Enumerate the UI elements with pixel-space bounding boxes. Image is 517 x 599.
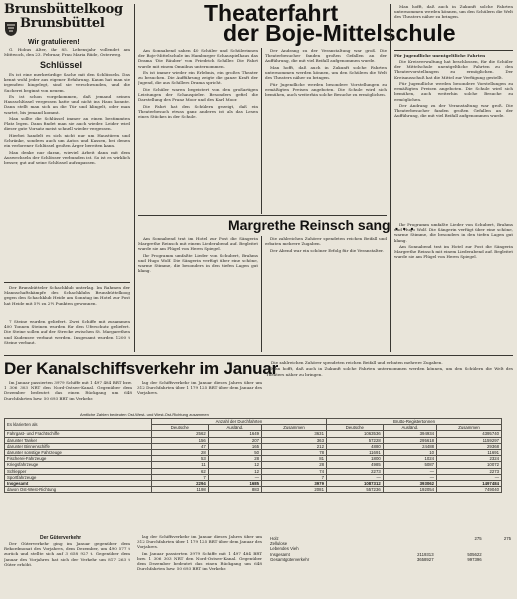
table-header-cell: Zusammen <box>437 425 502 431</box>
greeting-text <box>4 47 130 59</box>
table-cell: 3631 <box>262 431 327 437</box>
table-header-cell: Deutsche <box>326 425 383 431</box>
table-cell: 1800 <box>326 456 383 462</box>
table-cell: 2081 <box>262 487 327 493</box>
headline-boje-mittelschule: der Boje-Mittelschule <box>223 20 456 46</box>
table-cell: 295618 <box>383 437 436 443</box>
divider <box>394 50 513 51</box>
greeting-title: Wir gratulieren! <box>28 39 80 46</box>
news-item-title <box>394 53 513 58</box>
table-cell: 363 <box>262 437 327 443</box>
item-title-text: Für Jugendliche unentgeltliche Fahrten <box>394 53 486 58</box>
table-cell: 7 <box>151 474 208 480</box>
paragraph: lag der Schiffsverkehr im Januar dieses Jahres über um 312 Durchfahrten über 1 179 125 BRT über dem Januar des Vorjahres. <box>137 534 262 550</box>
table-cell: 1198 <box>151 487 208 493</box>
table-header-cell: Deutsche <box>151 425 208 431</box>
paragraph: 7 Steine wurden geliefert. Zwei Schiffe mit zusammen 400 Tonnen Steinen wurden für den Uferschutz geliefert. Die Steine sollen auf der Strecke zwischen St. Margarethen und Kudensee verbaut werden. Insgesamt wurden 1200 t Steine verbaut. <box>4 319 130 345</box>
table-header-cell: Ausländ. <box>208 425 261 431</box>
paragraph: Die zahlreichen Zuhörer spendeten reichen Beifall und erbaten mehrere Zugaben. <box>265 236 387 247</box>
goods-text <box>4 541 130 597</box>
article-schluessel <box>4 72 130 280</box>
table-cell: Gesamtgüterverkehr <box>270 556 310 562</box>
table-cell: Insgesamt <box>270 551 290 557</box>
paragraph: Die Schüler waren begeistert von den großartigen Leistungen der Schauspieler. Besonders gefiel die Darstellung des Franz Moor und des Karl Moor. <box>138 86 258 103</box>
table-cell: 749040 <box>437 487 502 493</box>
paragraph: Der Brunsbütteler Schachklub unterlag. Im Rahmen der Mannschaftskämpfe des Schachklubs Brunsbüttelkoog gegen den Schachklub Heide am Sonntag im Hotel zur Post hat Heide mit 5½ zu 2½ Punkten gewonnen. <box>4 285 130 306</box>
divider <box>138 215 387 216</box>
table-cell: darunter Tanker <box>5 437 152 443</box>
table-cell: Lebendes Vieh <box>270 546 299 552</box>
table-cell: — <box>383 468 436 474</box>
table-cell: 2119313 <box>417 551 434 557</box>
table-cell: Insgesamt <box>5 481 152 487</box>
table-cell: 10 <box>383 450 436 456</box>
table-cell: 1685 <box>208 481 261 487</box>
paragraph: Die zahlreichen Zuhörer spendeten reichen Beifall und erbaten mehrere Zugaben. <box>271 360 443 365</box>
table-cell: 62 <box>151 468 208 474</box>
table-cell: 212 <box>262 443 327 449</box>
news-item-fahrten <box>394 59 513 219</box>
table-cell: 81 <box>262 456 327 462</box>
headline-theaterfahrt: Theaterfahrt <box>204 0 339 26</box>
coat-of-arms-icon <box>4 21 18 37</box>
paragraph: Ihr Programm umfaßte Lieder von Schubert, Brahms und Hugo Wolf. Die Sängerin verfügt über eine schöne, warme Stimme, die besonders in den tiefen Lagen gut klang. <box>138 252 258 274</box>
masthead-title-2: Brunsbüttel <box>20 16 105 31</box>
article-reinsch-col1 <box>138 236 258 352</box>
table-cell: 2273 <box>326 468 383 474</box>
goods-title: Der Güterverkehr <box>40 535 82 541</box>
paragraph: Hierbei handelt es sich nicht nur um Haustüren und Schränke, sondern auch um Autos und Kassen, bei denen ein verlorener Schlüssel großen Ärger bereiten kann. <box>4 132 130 149</box>
table-cell: 28 <box>151 450 208 456</box>
column-divider <box>390 4 391 352</box>
paragraph: Am Sonnabend trat im Hotel zur Post die Sängerin Margrethe Reinsch mit einem Liederabend auf. Begleitet wurde sie am Flügel von Herrn Spiegel. <box>394 244 513 260</box>
table-cell: 12 <box>208 468 261 474</box>
table-cell: davon Ost-West-Richtung <box>5 487 152 493</box>
paragraph: Der Andrang zu der Veranstaltung war groß. Die Theaterbesucher fanden großen Gefallen an der Aufführung, die mit viel Beifall aufgenommen wurde. <box>265 48 387 64</box>
paragraph: Man sollte die Schlüssel immer an einen bestimmten Platz legen. Dann findet man sie auch wieder. Leider wird dieser gute Vorsatz meist schnell wieder vergessen. <box>4 116 130 132</box>
table-cell: 393062 <box>383 481 436 487</box>
paragraph: Am Sonnabend sahen 40 Schüler und Schülerinnen der Boje-Mittelschule im Hamburger Schauspielhaus das Drama 'Die Räuber' von Friedrich Schiller. Die Fahrt wurde mit einem Omnibus unternommen. <box>138 48 258 69</box>
table-cell: 47 <box>151 443 208 449</box>
table-cell: 53 <box>151 456 208 462</box>
paragraph: lag der Schiffsverkehr im Januar dieses Jahres über um 312 Durchfahrten über 1 179 125 BRT über dem Januar des Vorjahres. <box>137 380 262 396</box>
kanal-intro-left <box>4 380 132 410</box>
table-header-cell: Es klarierten als <box>5 419 152 431</box>
headline-kanalschiffsverkehr: Der Kanalschiffsverkehr im Januar <box>4 359 279 378</box>
paragraph: Die Fahrt hat den Schülern gezeigt, daß ein Theaterbesuch etwas ganz anderes ist als das Lesen eines Stückes in der Schule. <box>138 103 258 119</box>
table-cell: Fahrgast- und Frachtschiffe <box>5 431 152 437</box>
table-cell: Holz <box>270 536 279 541</box>
table-cell <box>484 557 513 562</box>
table-cell: 557236 <box>326 487 383 493</box>
table-cell: 3658927 <box>416 556 434 562</box>
table-cell: 275 <box>503 536 511 541</box>
table-cell: Kriegsfahrzeuge <box>5 462 152 468</box>
table-cell: 4985 <box>326 462 383 468</box>
table-cell: 57228 <box>326 437 383 443</box>
table-cell: darunter sonstige Fahrzeuge <box>5 450 152 456</box>
section-divider <box>4 355 513 356</box>
table-cell: — <box>326 474 383 480</box>
table-cell: 3979 <box>262 481 327 487</box>
paragraph: Am Sonnabend trat im Hotel zur Post die Sängerin Margrethe Reinsch mit einem Liederabend auf. Begleitet wurde sie am Flügel von Herrn Spiegel. <box>138 236 258 252</box>
masthead <box>4 3 130 31</box>
paragraph: Für Jugendliche werden besondere Vorstellungen zu ermäßigten Preisen angeboten. Die Schule wird sich bemühen, auch weiterhin solche Besuche zu ermöglichen. <box>265 81 387 97</box>
table-cell: 1497484 <box>437 481 502 487</box>
table-header-cell: Brutto-Registertonnen <box>326 419 501 425</box>
masthead-title-1: Brunsbüttelkoog <box>4 2 123 17</box>
table-cell: 29368 <box>437 443 502 449</box>
paragraph: Es ist schon vorgekommen, daß jemand seinen Hausschlüssel vergessen hatte und nicht ins Haus konnte. Dann stellt man sich an die Tür und klingelt, oder man wartet, bis jemand kommt. <box>4 94 130 115</box>
paragraph: Man hofft, daß auch in Zukunft solche Fahrten unternommen werden können, um den Schülern die Welt des Theaters näher zu bringen. <box>394 4 513 20</box>
paragraph: Der Güterverkehr ging im Januar gegenüber dem Rekordmonat des Vorjahres, dem Dezember, um 490 577 t zurück und stellte sich auf 3 658 927 t. Gegenüber dem Januar des Vorjahres hat sich der Verkehr um 817 263 t Güter erhöht. <box>4 541 130 567</box>
table-cell: 4395740 <box>437 431 502 437</box>
headline-reinsch: Margrethe Reinsch sang . . . <box>228 217 414 233</box>
greeting-paragraph: G. Hobus Alter, ihr 85. Lebensjahr vollendet am Mittwoch, den 23. Februar, Frau Maria Rüde, Osterweg. <box>4 47 130 58</box>
paragraph: Der Abend war ein schöner Erfolg für die Veranstalter. <box>270 247 384 253</box>
paragraph: Der Andrang zu der Veranstaltung war groß. Die Theaterbesucher fanden großen Gefallen an der Aufführung, die mit viel Beifall aufgenommen wurde. <box>394 103 513 119</box>
table-cell: Zellulose <box>270 541 288 547</box>
table-cell: 156 <box>151 437 208 443</box>
table-cell: 1024 <box>383 456 436 462</box>
table-cell: 192054 <box>383 487 436 493</box>
kanal-traffic-table <box>4 418 502 493</box>
goods-table <box>268 536 513 562</box>
table-cell: 883 <box>208 487 261 493</box>
table-header-row <box>5 419 502 425</box>
table-cell: Fischerei-Fahrzeuge <box>5 456 152 462</box>
table-cell: 24488 <box>383 443 436 449</box>
table-caption: Amtliche Zahlen bedeuten Ost-West- und West-Ost-Richtung zusammen <box>80 412 209 417</box>
table-cell: Sportfahrzeuge <box>5 474 152 480</box>
table-cell: Schlepper <box>5 468 152 474</box>
table-cell: 2562 <box>151 431 208 437</box>
paragraph: Im Januar passierten 3979 Schiffe mit 1 497 484 BRT bzw. 1 306 303 NRT den Nord-Ostsee-Kanal. Gegenüber dem Dezember bedeutet das einen Rückgang um 648 Durchfahrten bzw. 50 693 BRT im Verkehr. <box>4 380 132 401</box>
goods-continuation <box>137 534 262 596</box>
table-cell: 1159297 <box>437 437 502 443</box>
table-cell: 2294 <box>151 481 208 487</box>
table-cell: — <box>208 474 261 480</box>
table-row <box>268 557 513 562</box>
article-continuation <box>394 4 513 48</box>
table-cell: — <box>383 474 436 480</box>
table-header-cell: Ausländ. <box>383 425 436 431</box>
table-cell: 28 <box>208 456 261 462</box>
article-theater-col2 <box>265 48 387 213</box>
table-cell: 50 <box>208 450 261 456</box>
table-cell: 11691 <box>437 450 502 456</box>
news-item-schach <box>4 285 130 318</box>
divider <box>4 282 130 283</box>
paragraph: Ihr Programm umfaßte Lieder von Schubert, Brahms und Hugo Wolf. Die Sängerin verfügt über eine schöne, warme Stimme, die besonders in den tiefen Lagen gut klang. <box>394 222 513 243</box>
table-cell: 4880 <box>326 443 383 449</box>
article-right-bottom <box>394 222 513 352</box>
table-cell: 74 <box>262 468 327 474</box>
table-cell: — <box>437 474 502 480</box>
table-cell: darunter Binnenschiffe <box>5 443 152 449</box>
table-cell: 207 <box>208 437 261 443</box>
table-cell: 165 <box>208 443 261 449</box>
table-cell: 1087312 <box>326 481 383 487</box>
right-bottom-column <box>266 360 513 410</box>
table-cell: 2324 <box>437 456 502 462</box>
paragraph: Die Kreisverwaltung hat beschlossen, für die Schüler der Mittelschule unentgeltliche Fahrten zu den Theatervorstellungen zu ermöglichen. Der Kreisausschuß hat die Mittel zur Verfügung gestellt. <box>394 59 513 80</box>
article-theater-col1 <box>138 48 258 213</box>
article-title-schluessel: Schlüssel <box>40 60 83 70</box>
table-cell: 5087 <box>383 462 436 468</box>
column-divider <box>261 48 262 214</box>
paragraph: Man denke nur daran, wieviel Arbeit dann mit dem Auswechseln der Schlösser verbunden ist. So ist es wirklich besser, gut auf seine Schlüssel aufzupassen. <box>4 149 130 165</box>
kanal-intro-right <box>137 380 262 410</box>
table-cell: 12 <box>208 462 261 468</box>
paragraph: Man hofft, daß auch in Zukunft solche Fahrten unternommen werden können, um den Schülern die Welt des Theaters näher zu bringen. <box>265 64 387 81</box>
table-cell: 11691 <box>326 450 383 456</box>
paragraph: Im Januar passierten 3979 Schiffe mit 1 497 484 BRT bzw. 1 306 303 NRT den Nord-Ostsee-Kanal. Gegenüber dem Dezember bedeutet das einen Rückgang um 648 Durchfahrten bzw. 50 693 BRT im Verkehr. <box>137 550 262 572</box>
article-reinsch-col2 <box>265 236 387 352</box>
paragraph: Es ist eine merkwürdige Sache mit den Schlüsseln. Das kennt wohl jeder aus eigener Erfahrung. Kaum hat man sie irgendwo hingelegt, sind sie verschwunden, und die Sucherei beginnt von neuem. <box>4 72 130 93</box>
table-cell: 2273 <box>437 468 502 474</box>
table-cell: 11 <box>151 462 208 468</box>
table-header-cell: Zusammen <box>262 425 327 431</box>
column-divider <box>134 4 135 352</box>
paragraph: Es ist immer wieder ein Erlebnis, ein großes Theater zu besuchen. Die Aufführung zeigte die ganze Kraft der Jugend, die aus Schillers Drama spricht. <box>138 70 258 86</box>
news-item-steine <box>4 319 130 352</box>
table-cell: 997396 <box>467 556 482 562</box>
table-cell: 7 <box>262 474 327 480</box>
table-cell: 505622 <box>467 551 482 557</box>
table-cell: 394934 <box>383 431 436 437</box>
table-cell: 275 <box>474 536 482 541</box>
column-divider <box>261 236 262 352</box>
table-row <box>5 487 502 493</box>
table-cell: 1063536 <box>326 431 383 437</box>
table-cell: 10072 <box>437 462 502 468</box>
paragraph: Für Jugendliche werden besondere Vorstellungen zu ermäßigten Preisen angeboten. Die Schule wird sich bemühen, auch weiterhin solche Besuche zu ermöglichen. <box>394 81 513 102</box>
paragraph: Man hofft, daß auch in Zukunft solche Fahrten unternommen werden können, um den Schülern die Welt des Theaters näher zu bringen. <box>266 366 513 377</box>
table-header-cell: Anzahl der Durchfahrten <box>151 419 326 425</box>
table-cell: 1649 <box>208 431 261 437</box>
table-cell: 78 <box>262 450 327 456</box>
table-cell: 28 <box>262 462 327 468</box>
